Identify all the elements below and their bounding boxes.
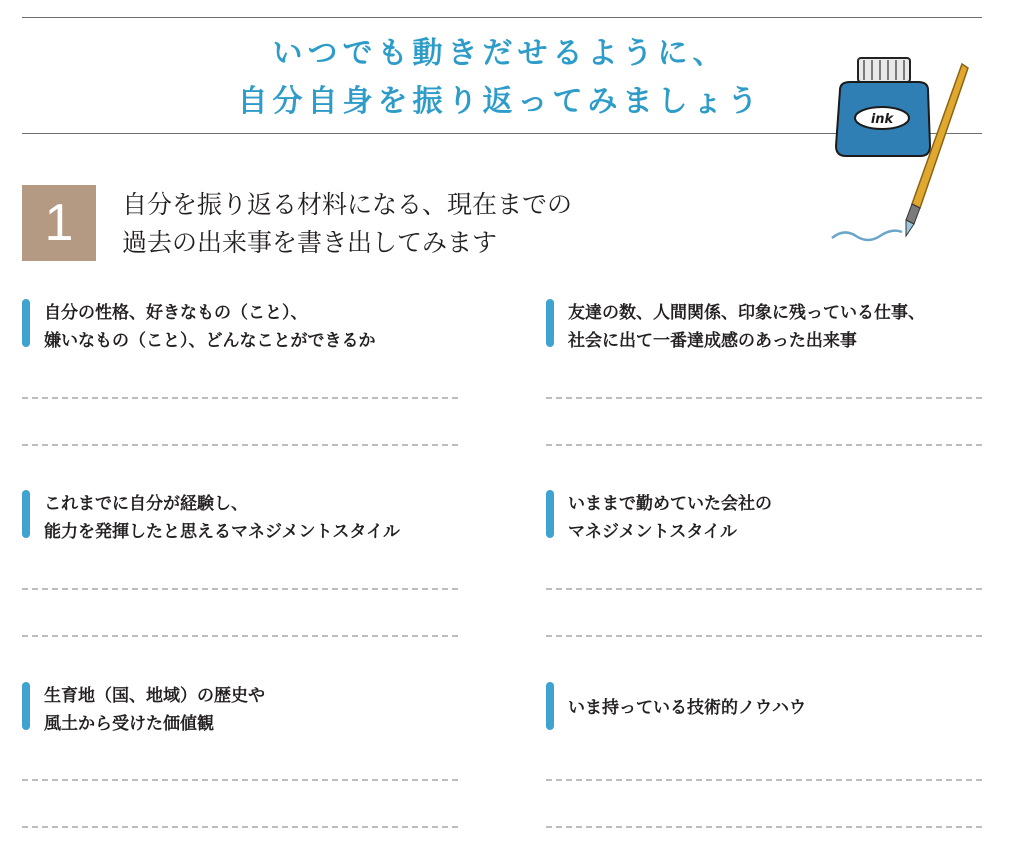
ink-bottle-icon xyxy=(836,58,930,156)
prompt-line-2: 風土から受けた価値観 xyxy=(44,714,214,734)
prompt-text xyxy=(568,299,925,355)
prompt-line-2: 社会に出て一番達成感のあった出来事 xyxy=(568,331,857,351)
ink-illustration xyxy=(826,52,976,256)
prompt-line-1: これまでに自分が経験し、 xyxy=(44,494,248,514)
writing-line[interactable] xyxy=(546,826,982,828)
accent-bar xyxy=(546,490,554,538)
writing-line[interactable] xyxy=(546,397,982,399)
prompt-line-1: 生育地（国、地域）の歴史や xyxy=(44,686,265,706)
accent-bar xyxy=(546,682,554,730)
accent-bar xyxy=(546,299,554,347)
page-title xyxy=(150,30,850,126)
step-heading xyxy=(122,186,572,262)
writing-line[interactable] xyxy=(546,635,982,637)
writing-line[interactable] xyxy=(22,588,458,590)
accent-bar xyxy=(22,299,30,347)
writing-line[interactable] xyxy=(22,397,458,399)
step-heading-line-2: 過去の出来事を書き出してみます xyxy=(122,228,498,257)
prompt-line-2: 能力を発揮したと思えるマネジメントスタイル xyxy=(44,522,400,542)
prompt-line-2: マネジメントスタイル xyxy=(568,522,737,542)
prompt-text xyxy=(568,490,772,546)
writing-line[interactable] xyxy=(546,444,982,446)
ink-label: ink xyxy=(870,112,894,127)
prompt-text xyxy=(44,682,265,738)
accent-bar xyxy=(22,490,30,538)
writing-line[interactable] xyxy=(22,444,458,446)
prompt-text xyxy=(568,694,806,722)
writing-line[interactable] xyxy=(546,779,982,781)
prompt-line-1: 自分の性格、好きなもの（こと）、 xyxy=(44,303,308,323)
title-line-2: 自分自身を振り返ってみましょう xyxy=(237,84,763,119)
prompt-text xyxy=(44,490,400,546)
writing-line[interactable] xyxy=(546,588,982,590)
prompt-line-1: いままで勤めていた会社の xyxy=(568,494,772,514)
prompt-line-2: 嫌いなもの（こと）、どんなことができるか xyxy=(44,331,376,351)
writing-line[interactable] xyxy=(22,779,458,781)
step-heading-line-1: 自分を振り返る材料になる、現在までの xyxy=(122,190,573,219)
writing-line[interactable] xyxy=(22,635,458,637)
prompt-line-1: いま持っている技術的ノウハウ xyxy=(568,698,806,718)
prompt-line-1: 友達の数、人間関係、印象に残っている仕事、 xyxy=(568,303,925,323)
writing-line[interactable] xyxy=(22,826,458,828)
title-line-1: いつでも動きだせるように、 xyxy=(272,36,728,71)
step-number: 1 xyxy=(44,194,74,252)
prompt-text xyxy=(44,299,376,355)
accent-bar xyxy=(22,682,30,730)
top-rule xyxy=(22,17,982,18)
step-number-badge xyxy=(22,185,96,261)
